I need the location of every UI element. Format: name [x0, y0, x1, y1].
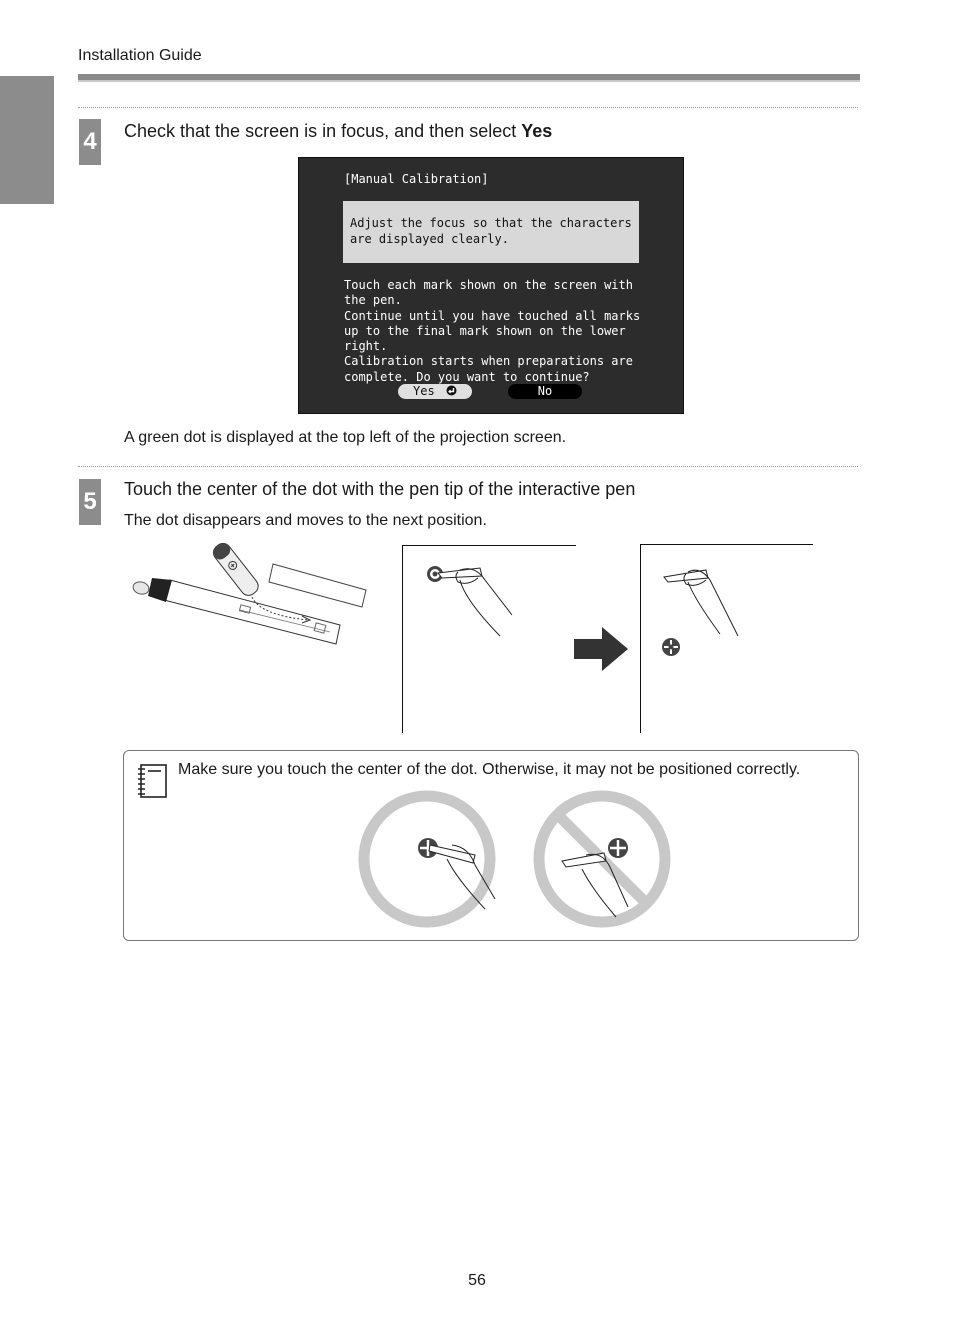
step-4-title-text: Check that the screen is in focus, and then select: [124, 121, 522, 141]
interactive-pen-illustration: [130, 540, 375, 655]
step-4-title-bold: Yes: [521, 121, 553, 141]
enter-icon: [446, 385, 457, 396]
screen-frame-top: [640, 544, 813, 545]
header-rule-light: [78, 80, 860, 82]
step-4-number: 4: [79, 119, 101, 165]
hand-pen-after-touch: [660, 560, 750, 640]
note-box: [123, 750, 859, 941]
note-text: Make sure you touch the center of the dot. Otherwise, it may not be positioned correctly.: [178, 761, 801, 778]
screen-frame-left: [402, 545, 403, 733]
next-arrow-icon: [574, 627, 628, 671]
correct-touch-example: [357, 789, 497, 929]
incorrect-touch-example: [532, 789, 672, 929]
focus-instruction-box: Adjust the focus so that the characters are displayed clearly.: [343, 201, 639, 263]
note-icon: [136, 763, 168, 799]
chapter-side-tab: [0, 76, 54, 204]
step-5-title: Touch the center of the dot with the pen tip of the interactive pen: [124, 479, 636, 499]
calibration-dot-icon: [661, 637, 681, 657]
step-4-title: [124, 121, 552, 142]
screen-frame-left: [640, 544, 641, 733]
step-4-result-text: A green dot is displayed at the top left of the projection screen.: [124, 429, 567, 446]
no-button[interactable]: No: [508, 384, 582, 399]
step-5-number: 5: [79, 479, 101, 525]
screen-frame-top: [402, 545, 576, 546]
page-number: 56: [468, 1272, 486, 1289]
step-divider: [78, 107, 858, 108]
running-header: Installation Guide: [78, 47, 202, 64]
step-divider: [78, 466, 858, 467]
yes-button-label: Yes: [413, 384, 435, 398]
dialog-title: [Manual Calibration]: [344, 172, 489, 186]
calibration-message: Touch each mark shown on the screen with the pen. Continue until you have touched all marks up to the final mark shown on the lower right. Calibration starts when preparations are complete. Do you want to continue?: [344, 278, 641, 384]
yes-button[interactable]: [398, 384, 472, 399]
step-5-subtitle: The dot disappears and moves to the next position.: [124, 512, 487, 529]
hand-pen-touching-dot: [420, 560, 520, 640]
manual-calibration-dialog: [298, 157, 684, 414]
